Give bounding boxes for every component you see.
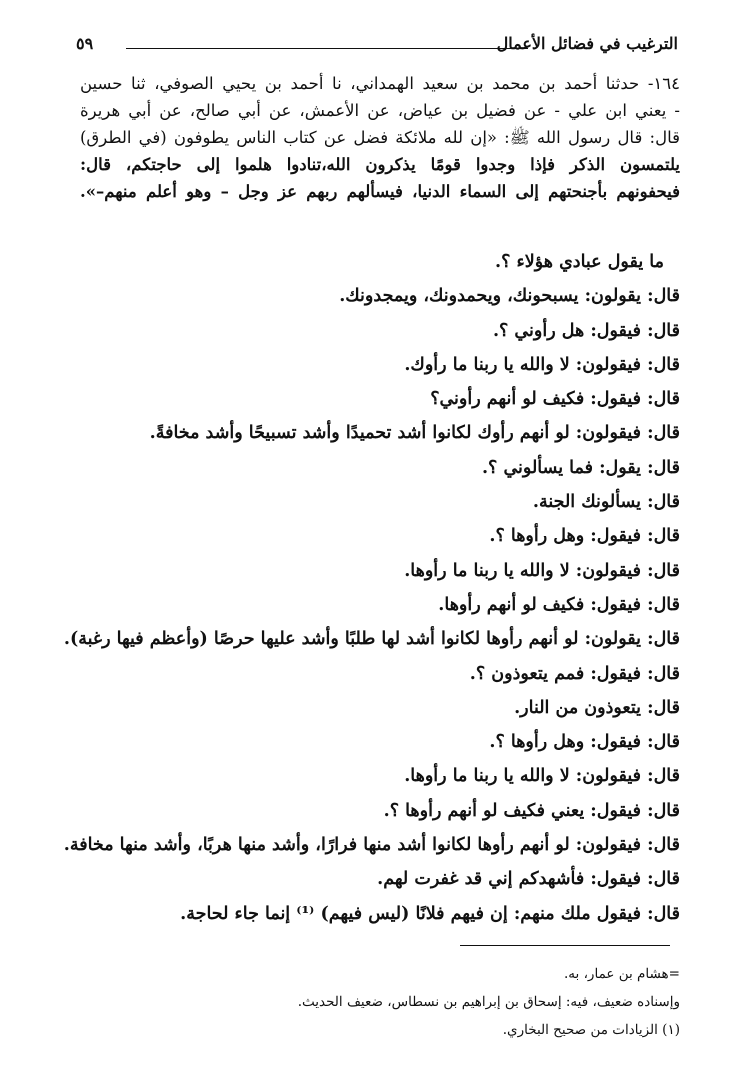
dialog-line: قال: فيقول: يعني فكيف لو أنهم رأوها ؟. bbox=[383, 800, 680, 821]
footnote-line: (١) الزيادات من صحيح البخاري. bbox=[502, 1022, 680, 1038]
dialog-line: قال: فيقول: وهل رأوها ؟. bbox=[489, 732, 680, 753]
running-title: الترغيب في فضائل الأعمال bbox=[496, 34, 678, 53]
hadith-line: يلتمسون الذكر فإذا وجدوا قومًا يذكرون الله،تنادوا هلموا إلى حاجتكم، قال: bbox=[80, 155, 680, 174]
dialog-block bbox=[63, 245, 680, 931]
dialog-line: قال: فيقول ملك منهم: إن فيهم فلانًا (ليس فيهم) ⁽¹⁾ إنما جاء لحاجة. bbox=[180, 903, 680, 924]
dialog-line: قال: يتعوذون من النار. bbox=[514, 697, 680, 718]
page-number: ٥٩ bbox=[76, 34, 94, 53]
footnote-separator bbox=[460, 945, 670, 946]
dialog-line: قال: فيقول: هل رأوني ؟. bbox=[492, 320, 680, 341]
dialog-line: قال: يسألونك الجنة. bbox=[532, 492, 680, 513]
dialog-line: قال: فيقول: فكيف لو أنهم رأوها. bbox=[438, 594, 680, 615]
dialog-line: قال: يقولون: يسبحونك، ويحمدونك، ويمجدونك. bbox=[339, 286, 680, 307]
dialog-line: قال: فيقول: وهل رأوها ؟. bbox=[489, 526, 680, 547]
dialog-line: ما يقول عبادي هؤلاء ؟. bbox=[495, 252, 664, 272]
dialog-line: قال: فيقولون: لا والله يا ربنا ما رأوها. bbox=[404, 560, 680, 581]
dialog-line: قال: فيقول: فمم يتعوذون ؟. bbox=[469, 663, 680, 684]
hadith-line: فيحفونهم بأجنحتهم إلى السماء الدنيا، فيسألهم ربهم عز وجل – وهو أعلم منهم–». bbox=[80, 182, 680, 201]
dialog-line: قال: فيقولون: لا والله يا ربنا ما رأوك. bbox=[404, 354, 680, 375]
hadith-paragraph bbox=[80, 70, 680, 205]
footnote-line: وإسناده ضعيف، فيه: إسحاق بن إبراهيم بن نسطاس، ضعيف الحديث. bbox=[297, 994, 680, 1010]
dialog-line: قال: فيقولون: لا والله يا ربنا ما رأوها. bbox=[404, 766, 680, 787]
running-header bbox=[76, 30, 678, 64]
hadith-line: - يعني ابن علي - عن فضيل بن عياض، عن الأعمش، عن أبي صالح، عن أبي هريرة bbox=[80, 101, 680, 120]
footnotes-block bbox=[80, 960, 680, 1044]
hadith-line: قال: قال رسول الله ﷺ: «إن لله ملائكة فضل عن كتاب الناس يطوفون (في الطرق) bbox=[80, 128, 680, 147]
dialog-line: قال: فيقولون: لو أنهم رأوك لكانوا أشد تحميدًا وأشد تسبيحًا وأشد مخافةً. bbox=[149, 423, 680, 444]
dialog-line: قال: فيقول: فكيف لو أنهم رأوني؟ bbox=[430, 389, 680, 410]
header-rule bbox=[126, 48, 528, 49]
footnote-line: =هشام بن عمار، به. bbox=[564, 966, 680, 982]
hadith-line: ١٦٤- حدثنا أحمد بن محمد بن سعيد الهمداني، نا أحمد بن يحيي الصوفي، ثنا حسين bbox=[80, 74, 680, 93]
dialog-line: قال: فيقولون: لو أنهم رأوها لكانوا أشد منها فرارًا، وأشد منها هربًا، وأشد منها مخافة. bbox=[63, 835, 680, 856]
dialog-line: قال: يقولون: لو أنهم رأوها لكانوا أشد لها طلبًا وأشد عليها حرصًا (وأعظم فيها رغبة). bbox=[63, 629, 680, 650]
dialog-line: قال: فيقول: فأشهدكم إني قد غفرت لهم. bbox=[377, 869, 680, 890]
dialog-line: قال: يقول: فما يسألوني ؟. bbox=[481, 457, 680, 478]
